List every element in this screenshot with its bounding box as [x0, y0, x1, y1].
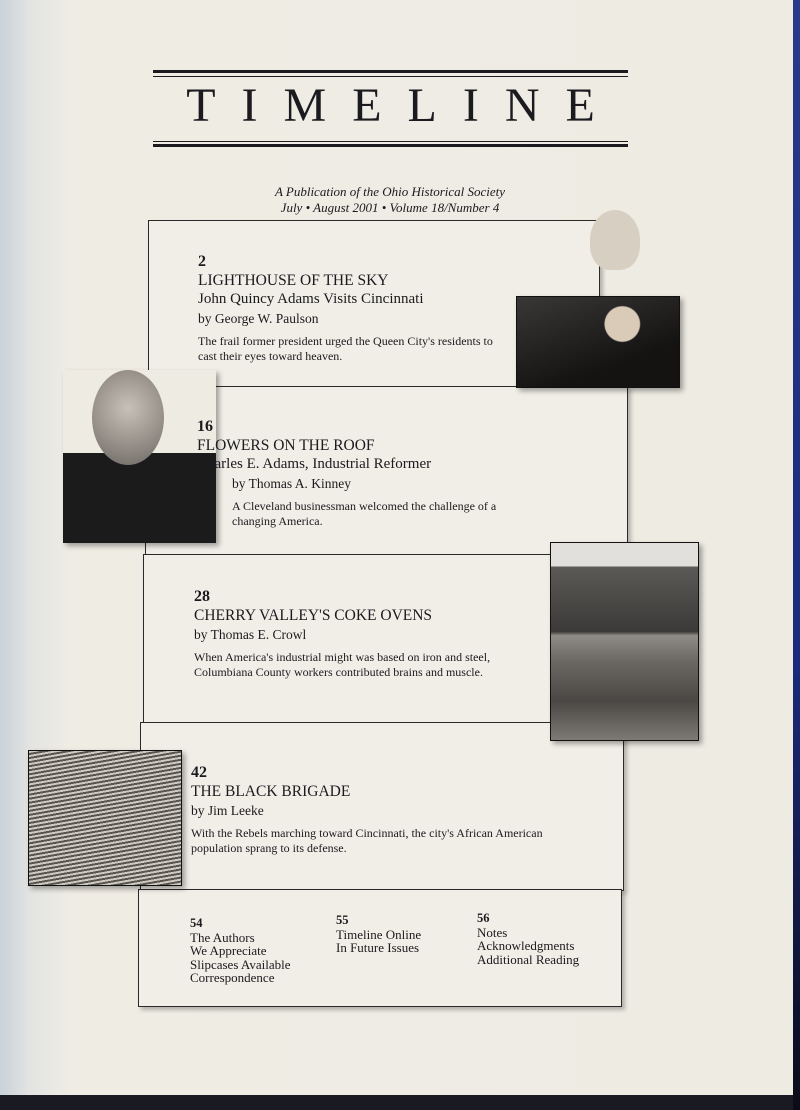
- department-item: Notes: [477, 924, 508, 940]
- article-subtitle: Charles E. Adams, Industrial Reformer: [197, 456, 432, 472]
- article-page: 28: [194, 588, 210, 605]
- department-item: We Appreciate: [190, 943, 267, 958]
- article-entry-3[interactable]: [194, 588, 544, 680]
- article-author: by Thomas E. Crowl: [194, 627, 307, 642]
- article-title: FLOWERS ON THE ROOF: [197, 437, 375, 454]
- department-page: 54: [190, 916, 203, 930]
- issue-line: July • August 2001 • Volume 18/Number 4: [280, 200, 500, 215]
- john-quincy-adams-head: [590, 210, 640, 270]
- department-page: 56: [477, 911, 490, 925]
- title-rule-bottom-thin: [153, 141, 628, 142]
- article-page: 16: [197, 418, 213, 435]
- article-page: 2: [198, 253, 206, 270]
- publisher-line: A Publication of the Ohio Historical Society: [274, 184, 506, 199]
- coke-ovens-photo: [550, 542, 699, 741]
- page-edge: [793, 0, 800, 1110]
- department-item: Additional Reading: [477, 951, 580, 967]
- department-item: Correspondence: [190, 970, 275, 985]
- title-rule-top: [153, 70, 628, 73]
- charles-adams-head: [92, 370, 164, 465]
- article-entry-1[interactable]: [198, 253, 498, 364]
- article-subtitle: John Quincy Adams Visits Cincinnati: [198, 291, 424, 307]
- department-column-54[interactable]: [190, 917, 290, 985]
- magazine-title: TIMELINE: [186, 79, 621, 132]
- article-entry-4[interactable]: [191, 764, 571, 856]
- article-title: THE BLACK BRIGADE: [191, 783, 351, 800]
- department-item: In Future Issues: [336, 940, 420, 955]
- article-page: 42: [191, 764, 207, 781]
- black-brigade-engraving: [28, 750, 182, 886]
- article-author: by Thomas A. Kinney: [232, 476, 351, 491]
- john-quincy-adams-portrait: [516, 296, 680, 388]
- article-description: When America's industrial might was based on iron and steel, Columbiana County workers contributed brains and muscle.: [194, 650, 491, 679]
- article-title: CHERRY VALLEY'S COKE OVENS: [194, 607, 433, 624]
- article-title: LIGHTHOUSE OF THE SKY: [198, 272, 389, 289]
- department-column-56[interactable]: [477, 912, 579, 966]
- department-item: Acknowledgments: [477, 938, 575, 953]
- department-item: Timeline Online: [336, 926, 422, 942]
- department-item: Slipcases Available: [190, 956, 291, 972]
- article-entry-2[interactable]: [197, 418, 537, 529]
- title-rule-top-thin: [153, 76, 628, 77]
- department-column-55[interactable]: [336, 914, 421, 955]
- article-description: The frail former president urged the Queen City's residents to cast their eyes toward heaven.: [198, 334, 493, 363]
- article-description: A Cleveland businessman welcomed the challenge of a changing America.: [232, 499, 497, 528]
- department-page: 55: [336, 913, 349, 927]
- department-item: The Authors: [190, 929, 255, 945]
- article-description: With the Rebels marching toward Cincinnati, the city's African American population sprang to its defense.: [191, 826, 543, 855]
- article-author: by Jim Leeke: [191, 803, 264, 818]
- title-rule-bottom: [153, 144, 628, 147]
- article-author: by George W. Paulson: [198, 311, 319, 326]
